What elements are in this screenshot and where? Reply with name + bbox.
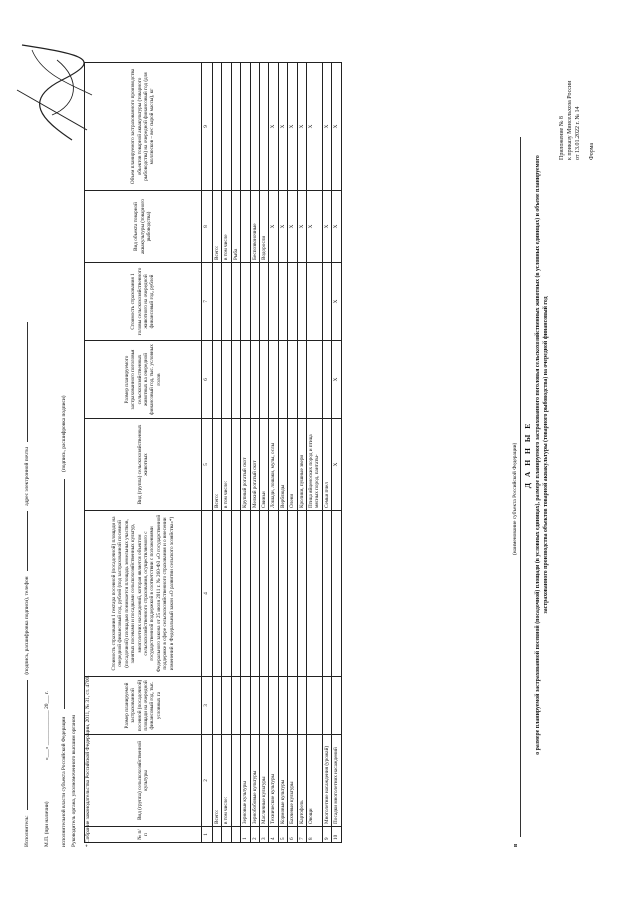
table-cell: Зернобобовые культуры xyxy=(250,735,259,827)
column-number-9: 9 xyxy=(202,63,213,191)
table-cell xyxy=(307,511,323,677)
table-row xyxy=(231,63,240,843)
document-subtitle xyxy=(534,55,550,855)
table-cell: X xyxy=(288,191,297,263)
table-cell: Технические культуры xyxy=(269,735,278,827)
table-cell xyxy=(241,511,250,677)
annex-line-1: Приложение № 8 xyxy=(559,116,565,160)
stamp-and-date-row xyxy=(44,691,51,847)
table-cell: Всего: xyxy=(213,419,222,511)
table-cell xyxy=(241,677,250,735)
table-cell: 8 xyxy=(307,827,323,843)
table-cell xyxy=(222,263,231,341)
phone-field xyxy=(27,511,28,571)
table-cell xyxy=(222,677,231,735)
table-cell: X xyxy=(269,191,278,263)
column-header-1: № п/п xyxy=(85,827,202,843)
table-cell xyxy=(231,341,240,419)
table-row xyxy=(297,63,306,843)
table-cell xyxy=(288,677,297,735)
head-signature-line-2 xyxy=(61,395,68,847)
column-number-2: 2 xyxy=(202,735,213,827)
table-cell: X xyxy=(297,63,306,191)
table-cell: 1 xyxy=(241,827,250,843)
table-cell: 3 xyxy=(260,827,269,843)
table-cell: Картофель xyxy=(297,735,306,827)
table-cell xyxy=(260,511,269,677)
table-cell: X xyxy=(307,191,323,263)
table-cell: 9 xyxy=(322,827,331,843)
table-cell xyxy=(213,63,222,191)
subtitle-line-1: о размере планируемой застрахованной посевной (посадочной) площади (в условных единицах), размере планируемого застрахованного поголовья сельскохозяйственных животных (в условных единицах) и объеме планируемого xyxy=(535,155,541,755)
table-cell xyxy=(231,63,240,191)
table-cell: Масличные культуры xyxy=(260,735,269,827)
table-cell: Кролики, пушные звери xyxy=(297,419,306,511)
table-cell xyxy=(241,263,250,341)
table-cell xyxy=(231,677,240,735)
table-cell xyxy=(288,341,297,419)
table-row xyxy=(278,63,287,843)
column-number-8: 8 xyxy=(202,191,213,263)
table-cell xyxy=(278,341,287,419)
table-cell xyxy=(250,677,259,735)
table-cell xyxy=(213,827,222,843)
table-cell xyxy=(231,263,240,341)
stamp-label: М.П. (при наличии) xyxy=(44,801,50,847)
table-cell: Мелкий рогатый скот xyxy=(250,419,259,511)
footnote: * Собрание законодательства Российской Федерации, 2011, № 31, ст. 4700. xyxy=(85,675,91,847)
annex-line-3: от 13.01.2022 г. № 14 xyxy=(575,106,581,160)
table-cell xyxy=(260,341,269,419)
table-cell xyxy=(250,341,259,419)
table-cell xyxy=(278,677,287,735)
table-cell: X xyxy=(332,419,341,511)
column-number-5: 5 xyxy=(202,419,213,511)
table-cell xyxy=(278,511,287,677)
table-cell xyxy=(260,677,269,735)
column-header-7: Стоимость страхования 1 головы сельскохозяйственного животного на очередной финансовый год, рублей xyxy=(85,263,202,341)
table-cell: Олени xyxy=(288,419,297,511)
table-cell xyxy=(288,511,297,677)
column-header-8: Вид объекта товарной аквакультуры (товарного рыбоводства) xyxy=(85,191,202,263)
column-header-4: Стоимость страхования 1 гектара посевной (посадочной) площади на очередной финансовый год, рублей (под застрахованной посевной (посадочной) площадью понимается площадь земельных участков, занятых посевами и посадками сельскохозяйственных культур, многолетних насаждений, которая является объектом сельскохозяйственного страхования, осуществляемого с государственной поддержкой в соответствии с положениями Федерального закона от 25 июля 2011 г. № 260-ФЗ «О государственной поддержке в сфере сельскохозяйственного страхования и о внесении изменений в Федеральный закон «О развитии сельского хозяйства»*) xyxy=(85,511,202,677)
annex-form: Форма xyxy=(589,142,595,160)
table-cell: Свиньи xyxy=(260,419,269,511)
table-cell xyxy=(297,263,306,341)
column-header-6: Размер планируемого застрахованного поголовья сельскохозяйственных животных на очередной финансовый год, тыс. условных голов xyxy=(85,341,202,419)
table-row xyxy=(260,63,269,843)
column-number-row xyxy=(202,63,213,843)
column-header-3: Размер планируемой застрахованной посевной (посадочной) площади на очередной финансовый год, тыс. условных га xyxy=(85,677,202,735)
executor-label: Исполнитель: xyxy=(24,815,30,847)
head-signature-label: исполнительной власти субъекта Российской Федерации xyxy=(61,716,67,847)
table-cell: в том числе: xyxy=(222,419,231,511)
column-header-2: Вид (группа) сельскохозяйственной культуры xyxy=(85,735,202,827)
table-row xyxy=(241,63,250,843)
table-cell xyxy=(222,341,231,419)
executor-caption: (подпись, расшифровка подписи), телефон xyxy=(24,576,30,675)
table-cell xyxy=(332,677,341,735)
column-number-4: 4 xyxy=(202,511,213,677)
table-cell xyxy=(231,827,240,843)
executor-field xyxy=(27,680,28,810)
email-field xyxy=(27,322,28,442)
table-cell xyxy=(241,191,250,263)
table-cell: X xyxy=(332,63,341,191)
table-cell: X xyxy=(288,63,297,191)
table-cell xyxy=(250,263,259,341)
region-underline xyxy=(520,137,521,837)
table-cell: Верблюды xyxy=(278,419,287,511)
table-cell xyxy=(322,677,331,735)
executor-row xyxy=(24,322,31,847)
table-header-row xyxy=(85,63,202,843)
table-cell: X xyxy=(297,191,306,263)
column-header-9: Объем планируемого застрахованного производства объектов товарной аквакультуры (товарного рыбоводства) на очередной финансовый год (для моллюсков – вес сырой массы), кг xyxy=(85,63,202,191)
table-cell: X xyxy=(269,63,278,191)
table-cell xyxy=(250,511,259,677)
table-cell: 10 xyxy=(332,827,341,843)
table-cell xyxy=(297,341,306,419)
table-cell xyxy=(260,63,269,191)
table-cell: X xyxy=(307,63,323,191)
table-cell: X xyxy=(332,263,341,341)
column-header-5: Вид (группа) сельскохозяйственных животных xyxy=(85,419,202,511)
table-row xyxy=(332,63,341,843)
table-cell: Всего: xyxy=(213,735,222,827)
table-cell: в том числе: xyxy=(222,735,231,827)
table-cell: Семьи пчел xyxy=(322,419,331,511)
table-cell: X xyxy=(332,341,341,419)
annex-block xyxy=(558,81,596,160)
table-cell xyxy=(231,511,240,677)
table-cell xyxy=(307,677,323,735)
table-cell xyxy=(269,341,278,419)
column-number-3: 3 xyxy=(202,677,213,735)
table-cell xyxy=(307,341,323,419)
table-cell: Всего: xyxy=(213,191,222,263)
table-row xyxy=(322,63,331,843)
column-number-6: 6 xyxy=(202,341,213,419)
table-cell xyxy=(322,341,331,419)
table-cell xyxy=(231,419,240,511)
table-cell: в том числе xyxy=(222,191,231,263)
column-number-7: 7 xyxy=(202,263,213,341)
table-cell: Многолетние насаждения (урожай) xyxy=(322,735,331,827)
table-cell xyxy=(322,263,331,341)
region-prefix: в xyxy=(513,843,519,847)
table-cell: Беспозвоночные xyxy=(250,191,259,263)
table-cell: 5 xyxy=(278,827,287,843)
table-cell: 7 xyxy=(297,827,306,843)
table-cell xyxy=(288,263,297,341)
table-row xyxy=(213,63,222,843)
handwritten-signature xyxy=(2,35,102,150)
table-cell xyxy=(322,511,331,677)
table-cell: Рыба xyxy=(231,191,240,263)
table-cell xyxy=(269,511,278,677)
table-cell: Лошади, лошаки, мулы, ослы xyxy=(269,419,278,511)
table-cell xyxy=(269,263,278,341)
table-cell: Посадки многолетних насаждений xyxy=(332,735,341,827)
table-cell: X xyxy=(278,191,287,263)
data-table xyxy=(84,62,342,843)
subtitle-line-2: застрахованного производства объектов товарной аквакультуры (товарного рыбоводства) на очередной финансовый год xyxy=(543,296,549,614)
table-cell: X xyxy=(332,191,341,263)
table-cell: X xyxy=(278,63,287,191)
date-field: «___» _____________ 20___ г. xyxy=(44,691,50,761)
table-cell xyxy=(241,341,250,419)
table-cell xyxy=(213,341,222,419)
table-cell xyxy=(213,511,222,677)
table-cell xyxy=(250,63,259,191)
table-cell xyxy=(241,63,250,191)
column-number-1: 1 xyxy=(202,827,213,843)
table-cell xyxy=(231,735,240,827)
table-cell: X xyxy=(322,63,331,191)
document-title: Д А Н Н Ы Е xyxy=(523,421,532,489)
table-row xyxy=(269,63,278,843)
table-cell xyxy=(278,263,287,341)
table-row xyxy=(222,63,231,843)
table-cell: 4 xyxy=(269,827,278,843)
table-row xyxy=(307,63,323,843)
table-cell: X xyxy=(322,191,331,263)
table-cell xyxy=(222,511,231,677)
table-cell: Бахчевые культуры xyxy=(288,735,297,827)
head-signature-caption: (подпись, расшифровка подписи) xyxy=(61,395,67,472)
table-body xyxy=(202,63,342,843)
table-row xyxy=(250,63,259,843)
email-caption: адрес электронной почты xyxy=(24,447,30,506)
table-cell: 6 xyxy=(288,827,297,843)
table-cell: Овощи xyxy=(307,735,323,827)
table-cell: Крупный рогатый скот xyxy=(241,419,250,511)
table-cell xyxy=(213,263,222,341)
table-cell xyxy=(297,677,306,735)
table-cell xyxy=(297,511,306,677)
head-signature-line-1: Руководитель органа, уполномоченного высшим органом xyxy=(71,715,77,847)
table-cell xyxy=(222,63,231,191)
table-cell xyxy=(260,263,269,341)
table-cell: Водоросли xyxy=(260,191,269,263)
table-cell xyxy=(222,827,231,843)
table-cell: Зерновые культуры xyxy=(241,735,250,827)
table-cell xyxy=(213,677,222,735)
table-cell: Кормовые культуры xyxy=(278,735,287,827)
head-signature-field xyxy=(64,479,65,709)
region-caption: (наименование субъекта Российской Федерации) xyxy=(512,442,518,555)
table-cell: Птица яйценоских пород и птица мясных пород, пантаты- xyxy=(307,419,323,511)
table-cell xyxy=(332,511,341,677)
table-row xyxy=(288,63,297,843)
table-cell xyxy=(269,677,278,735)
table-cell xyxy=(307,263,323,341)
table-cell: 2 xyxy=(250,827,259,843)
annex-line-2: к приказу Минсельхоза России xyxy=(567,80,573,160)
